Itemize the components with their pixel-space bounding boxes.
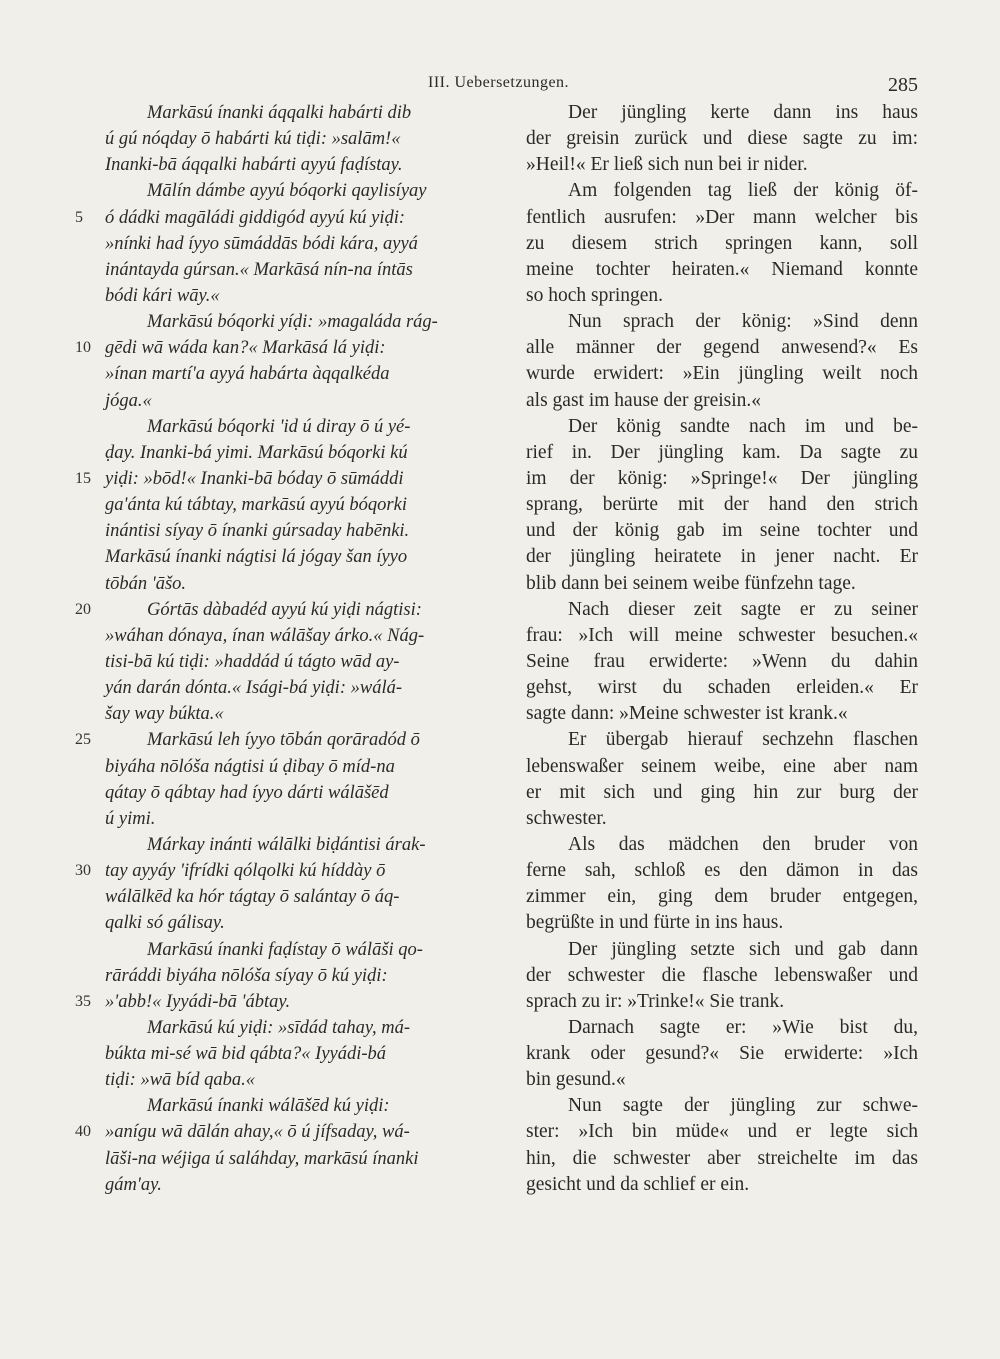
somali-line-text: Markāsú bóqorki 'id ú diray ō ú yé- xyxy=(147,416,411,437)
somali-line xyxy=(75,466,505,492)
somali-line xyxy=(105,518,505,544)
german-line: zimmer ein, ging dem bruder entgegen, xyxy=(526,886,918,908)
somali-line xyxy=(105,283,505,309)
german-line: meine tochter heiraten.« Niemand konnte xyxy=(526,258,918,280)
somali-line-text: Markāsú ínanki áqqalki habárti dib xyxy=(147,103,412,123)
somali-line-text: šay way búkta.« xyxy=(105,704,224,725)
somali-line-text: Mālín dámbe ayyú bóqorki qaylisíyay xyxy=(147,181,427,202)
somali-line-text: Markāsú ínanki faḍístay ō wálāši qo- xyxy=(147,939,423,960)
german-line: er mit sich und ging hin zur burg der xyxy=(526,781,918,803)
somali-line xyxy=(105,388,505,414)
german-line: gesicht und da schlief er ein. xyxy=(526,1173,750,1195)
somali-line xyxy=(105,1172,505,1198)
somali-line xyxy=(105,780,505,806)
somali-line xyxy=(105,152,505,178)
somali-line xyxy=(105,571,505,597)
somali-line-text: ga'ánta kú tábtay, markāsú ayyú bóqorki xyxy=(105,495,407,516)
somali-line-text: bódi kári wāy.« xyxy=(105,285,220,306)
german-line: Seine frau erwiderte: »Wenn du dahin xyxy=(526,650,918,672)
somali-line xyxy=(105,178,505,204)
german-line: Als das mädchen den bruder von xyxy=(568,833,918,855)
german-line: der schwester die flasche lebenswaßer und xyxy=(526,964,918,986)
somali-line xyxy=(105,1041,505,1067)
somali-line xyxy=(75,205,505,231)
somali-line xyxy=(105,649,505,675)
somali-line-text: inántisi síyay ō ínanki gúrsaday habēnki. xyxy=(105,521,410,542)
german-line: Darnach sagte er: »Wie bist du, xyxy=(568,1016,918,1038)
somali-line xyxy=(105,1015,505,1041)
german-translation-column xyxy=(526,100,918,1198)
line-number: 35 xyxy=(75,992,91,1010)
german-line: alle männer der gegend anwesend?« Es xyxy=(526,337,918,359)
somali-line-text: ó dádki magāládi giddigód ayyú kú yiḍi: xyxy=(105,207,406,228)
german-line: bin gesund.« xyxy=(526,1069,626,1091)
german-line: und der könig gab im seine tochter und xyxy=(526,520,918,542)
german-line: ster: »Ich bin müde« und er legte sich xyxy=(526,1121,918,1143)
german-line: lebenswaßer seinem weibe, eine aber nam xyxy=(526,755,918,777)
german-line: Der jüngling kerte dann ins haus xyxy=(568,102,918,123)
somali-line xyxy=(105,414,505,440)
somali-line-text: »nínki had íyyo sūmáddās bódi kára, ayyá xyxy=(105,233,418,254)
german-line: Nun sagte der jüngling zur schwe- xyxy=(568,1095,918,1117)
somali-line-text: qátay ō qábtay had íyyo dárti wálāšēd xyxy=(105,782,389,803)
somali-line xyxy=(105,937,505,963)
somali-line xyxy=(105,544,505,570)
somali-line-text: Inanki-bā áqqalki habárti ayyú faḍístay. xyxy=(105,155,403,176)
german-line: gehst, wirst du schaden erleiden.« Er xyxy=(526,677,918,699)
somali-line-text: lāši-na wéjiga ú saláhday, markāsú ínanki xyxy=(105,1148,419,1169)
somali-line-text: Márkay inánti wálālki biḍántisi árak- xyxy=(147,834,426,855)
somali-line-text: ú gú nóqday ō habárti kú tiḍi: »salām!« xyxy=(105,129,401,150)
german-line: der greisin zurück und diese sagte zu im: xyxy=(526,128,918,150)
somali-line-text: qalki só gálisay. xyxy=(105,913,225,934)
somali-line-text: »wáhan dónaya, ínan wálāšay árko.« Nág- xyxy=(105,625,425,646)
german-line: Am folgenden tag ließ der könig öf- xyxy=(568,180,918,202)
german-line: Nun sprach der könig: »Sind denn xyxy=(568,311,918,333)
line-number: 10 xyxy=(75,339,91,357)
somali-line-text: ḍay. Inanki-bá yimi. Markāsú bóqorki kú xyxy=(105,442,408,463)
somali-text-column xyxy=(75,100,505,1198)
german-line: wurde erwidert: »Ein jüngling weilt noch xyxy=(526,363,918,385)
german-line: ferne sah, schloß es den dämon in das xyxy=(526,860,918,882)
somali-line-text: »anígu wā dālán ahay,« ō ú jífsaday, wá- xyxy=(105,1122,410,1143)
german-line: »Heil!« Er ließ sich nun bei ir nider. xyxy=(526,154,808,176)
line-number: 5 xyxy=(75,208,83,226)
somali-line xyxy=(105,440,505,466)
german-line: Der jüngling setzte sich und gab dann xyxy=(568,938,918,960)
line-number: 20 xyxy=(75,600,91,618)
somali-line-text: búkta mi-sé wā bid qábta?« Iyyádi-bá xyxy=(105,1044,387,1065)
running-header: III. Uebersetzungen. xyxy=(428,74,570,91)
somali-line xyxy=(105,910,505,936)
somali-line xyxy=(105,1146,505,1172)
somali-line-text: rāráddi biyáha nōlóša síyay ō kú yiḍi: xyxy=(105,965,388,986)
line-number: 25 xyxy=(75,731,91,749)
german-line: der jüngling heiratete in jener nacht. Er xyxy=(526,546,918,568)
somali-line-text: wálālkēd ka hór tágtay ō salántay ō áq- xyxy=(105,887,400,908)
german-line: begrüßte in und fürte in ins haus. xyxy=(526,912,784,934)
german-line: krank oder gesund?« Sie erwiderte: »Ich xyxy=(526,1043,918,1065)
german-line: Nach dieser zeit sagte er zu seiner xyxy=(568,598,918,620)
somali-line-text: »'abb!« Iyyádi-bā 'ábtay. xyxy=(105,991,291,1012)
page-number: 285 xyxy=(888,74,918,96)
somali-line-text: Markāsú leh íyyo tōbán qorāradód ō xyxy=(147,730,420,751)
german-line: hin, die schwester aber streichelte im das xyxy=(526,1147,918,1169)
somali-line-text: yiḍi: »bōd!« Inanki-bā bóday ō sūmáddi xyxy=(105,468,404,489)
somali-line xyxy=(105,126,505,152)
german-line: sprach zu ir: »Trinke!« Sie trank. xyxy=(526,990,785,1012)
german-line: sprang, berürte mit der hand den strich xyxy=(526,494,918,516)
somali-line xyxy=(105,492,505,518)
somali-line xyxy=(105,1067,505,1093)
somali-line-text: tisi-bā kú tiḍi: »haddád ú tágto wād ay- xyxy=(105,651,400,672)
german-line: Der könig sandte nach im und be- xyxy=(568,415,918,437)
somali-line-text: Markāsú bóqorki yíḍi: »magaláda rág- xyxy=(147,312,438,333)
somali-line xyxy=(75,335,505,361)
line-number: 30 xyxy=(75,862,91,880)
german-line: im der könig: »Springe!« Der jüngling xyxy=(526,467,918,489)
line-number: 40 xyxy=(75,1123,91,1141)
somali-line xyxy=(105,309,505,335)
german-line: frau: »Ich will meine schwester besuchen.« xyxy=(526,624,918,646)
somali-line-text: tōbán 'āšo. xyxy=(105,573,187,594)
german-line: schwester. xyxy=(526,807,607,829)
somali-line xyxy=(75,727,505,753)
somali-line xyxy=(105,754,505,780)
somali-line xyxy=(105,361,505,387)
somali-line xyxy=(105,806,505,832)
somali-line-text: jóga.« xyxy=(105,390,152,411)
somali-line xyxy=(105,884,505,910)
german-line: rief in. Der jüngling kam. Da sagte zu xyxy=(526,441,918,463)
somali-line xyxy=(105,963,505,989)
somali-line xyxy=(105,623,505,649)
somali-line-text: tiḍi: »wā bíd qaba.« xyxy=(105,1070,256,1091)
somali-line-text: ú yimi. xyxy=(105,808,156,829)
line-number: 15 xyxy=(75,469,91,487)
somali-line-text: gám'ay. xyxy=(105,1174,162,1195)
somali-line-text: biyáha nōlóša nágtisi ú ḍibay ō míd-na xyxy=(105,756,395,777)
somali-line-text: yán darán dónta.« Isági-bá yiḍi: »wálá- xyxy=(105,678,403,699)
german-line: blib dann bei seinem weibe fünfzehn tage. xyxy=(526,572,856,594)
somali-line xyxy=(105,675,505,701)
somali-line xyxy=(105,832,505,858)
somali-line xyxy=(75,597,505,623)
somali-line xyxy=(105,701,505,727)
somali-line xyxy=(105,100,505,126)
somali-line-text: tay ayyáy 'ifrídki qólqolki kú híddày ō xyxy=(105,861,386,882)
somali-line-text: gēdi wā wáda kan?« Markāsá lá yiḍi: xyxy=(105,338,386,359)
german-line: zu diesem strich springen kann, soll xyxy=(526,232,918,254)
somali-line-text: inántayda gúrsan.« Markāsá nín-na íntās xyxy=(105,259,413,280)
somali-line xyxy=(105,257,505,283)
somali-line xyxy=(75,989,505,1015)
german-line: als gast im hause der greisin.« xyxy=(526,389,762,411)
somali-line-text: Markāsú ínanki wálāšēd kú yiḍi: xyxy=(147,1096,390,1117)
somali-line xyxy=(105,231,505,257)
german-line: fentlich ausrufen: »Der mann welcher bis xyxy=(526,206,918,228)
german-line: Er übergab hierauf sechzehn flaschen xyxy=(568,729,918,751)
somali-line-text: »ínan martí'a ayyá habárta àqqalkéda xyxy=(105,364,390,385)
german-line: so hoch springen. xyxy=(526,284,664,306)
somali-line-text: Markāsú kú yiḍi: »sīdád tahay, má- xyxy=(147,1017,411,1038)
somali-line-text: Markāsú ínanki nágtisi lá jógay šan íyyo xyxy=(105,547,408,568)
somali-line xyxy=(75,858,505,884)
german-line: sagte dann: »Meine schwester ist krank.« xyxy=(526,703,848,725)
somali-line xyxy=(105,1093,505,1119)
somali-line-text: Górtās dàbadéd ayyú kú yiḍi nágtisi: xyxy=(147,599,422,620)
somali-line xyxy=(75,1119,505,1145)
